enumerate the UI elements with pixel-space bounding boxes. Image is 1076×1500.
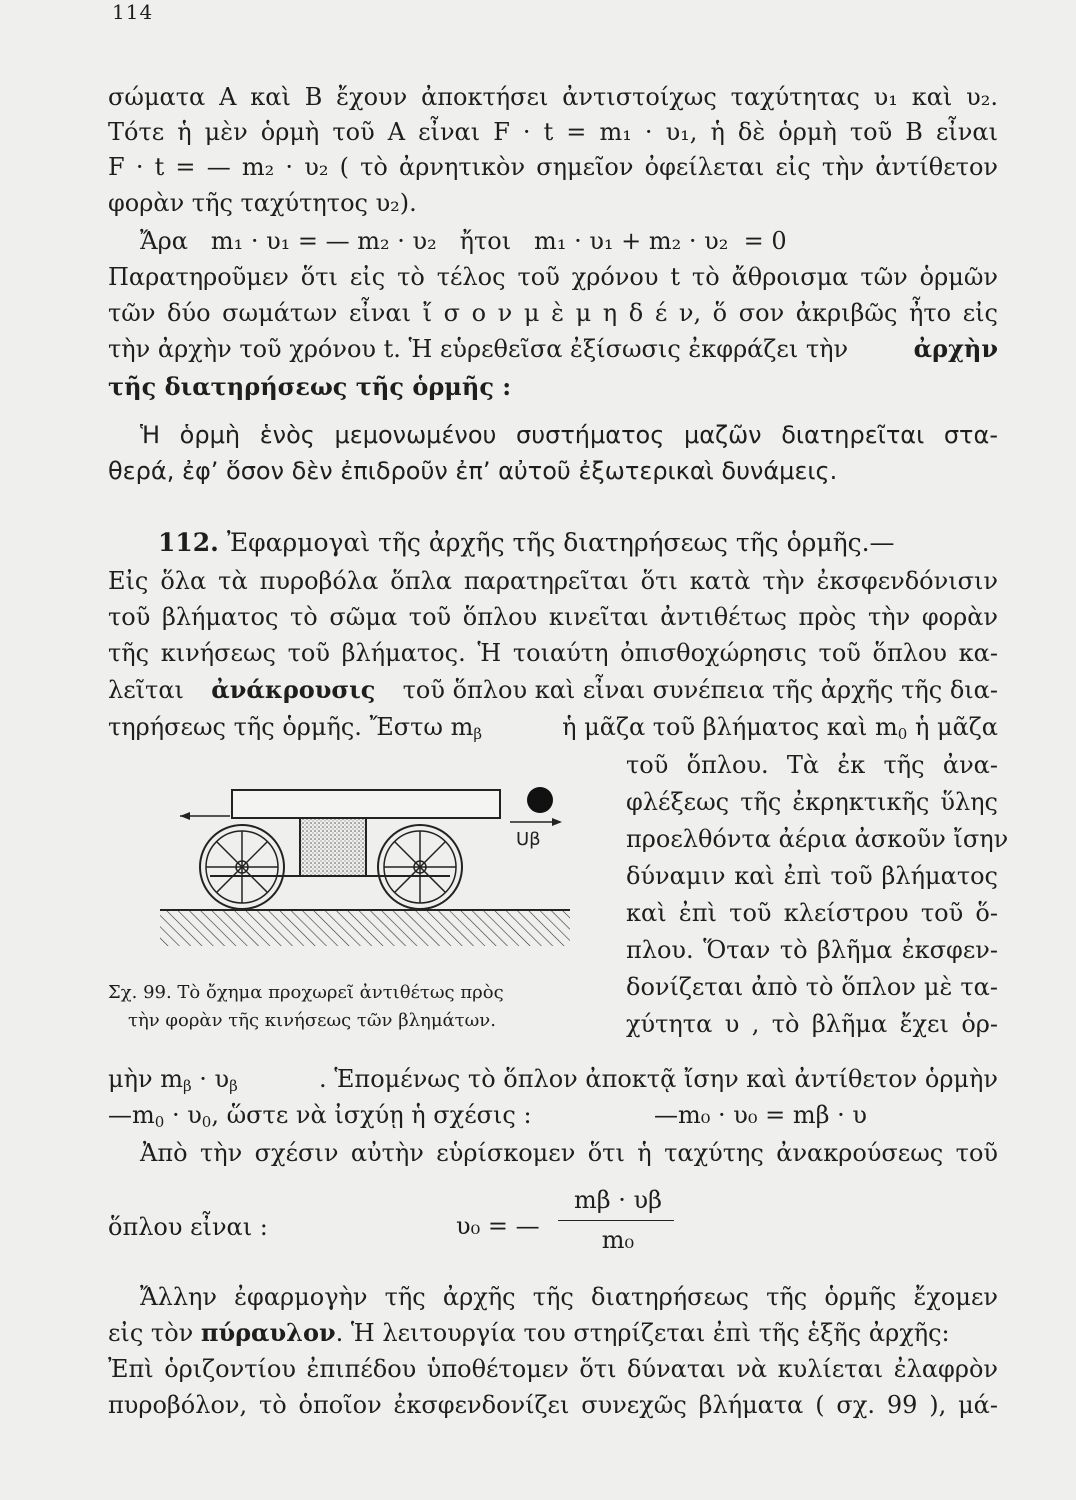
- text-span: . Ἡ λειτουργία του στηρίζεται ἐπὶ τῆς ἑξῆς ἀρχῆς:: [335, 1319, 950, 1347]
- text-span: ἡ μᾶζα τοῦ βλήματος καὶ m: [562, 713, 898, 741]
- cart-diagram: [150, 770, 590, 970]
- cart-figure: [150, 770, 590, 974]
- side-text-line: τοῦ ὅπλου. Τὰ ἐκ τῆς ἀνα-: [626, 751, 998, 779]
- text-line: [108, 1064, 998, 1101]
- formula-numerator: mβ · υβ: [574, 1186, 662, 1214]
- text-line: τῆς κινήσεως τοῦ βλήματος. Ἡ τοιαύτη ὀπισθοχώρησις τοῦ ὅπλου κα-: [108, 639, 998, 667]
- text-span: —m: [108, 1101, 155, 1129]
- fraction-bar: [558, 1220, 674, 1221]
- formula-denominator: m₀: [601, 1226, 635, 1254]
- velocity-label: Uβ: [516, 829, 541, 850]
- side-text-line: πλου. Ὅταν τὸ βλῆμα ἐκσφεν-: [626, 936, 998, 964]
- page-number: 114: [112, 0, 154, 24]
- text-span: , ὥστε νὰ ἰσχύῃ ἡ σχέσις :: [211, 1101, 532, 1129]
- right-wheel: [378, 825, 462, 909]
- figure-caption: τὴν φορὰν τῆς κινήσεως τῶν βλημάτων.: [128, 1010, 496, 1031]
- gun-barrel: [232, 790, 500, 818]
- principle-statement: θερά, ἐφ’ ὅσον δὲν ἐπιδροῦν ἐπ’ αὐτοῦ ἐξωτερικαὶ δυνάμεις.: [108, 457, 838, 485]
- text-line: τοῦ βλήματος τὸ σῶμα τοῦ ὅπλου κινεῖται ἀντιθέτως πρὸς τὴν φορὰν: [108, 603, 998, 631]
- subscript: 0: [154, 1113, 165, 1131]
- text-span: εἰς τὸν: [108, 1319, 194, 1347]
- subscript: β: [473, 725, 483, 743]
- subscript: β: [182, 1077, 192, 1095]
- text-line: [108, 675, 998, 705]
- section-number: 112.: [158, 528, 219, 557]
- text-line: Παρατηροῦμεν ὅτι εἰς τὸ τέλος τοῦ χρόνου t τὸ ἄθροισμα τῶν ὁρμῶν: [108, 263, 998, 291]
- recoil-arrowhead: [180, 812, 190, 820]
- velocity-arrowhead: [552, 818, 562, 826]
- text-line: F · t = — m₂ · υ₂ ( τὸ ἀρνητικὸν σημεῖον ὀφείλεται εἰς τὴν ἀντίθετον: [108, 153, 998, 181]
- text-span: τὴν ἀρχὴν τοῦ χρόνου t. Ἡ εὑρεθεῖσα ἐξίσωσις ἐκφράζει τὴν: [108, 335, 849, 363]
- text-span: . Ἑπομένως τὸ ὅπλον ἀποκτᾷ ἴσην καὶ ἀντίθετον ὁρμὴν: [318, 1065, 998, 1093]
- text-line: πυροβόλον, τὸ ὁποῖον ἐκσφενδονίζει συνεχῶς βλήματα ( σχ. 99 ), μά-: [108, 1391, 998, 1419]
- bold-term: ἀρχὴν: [913, 334, 998, 363]
- text-span: τοῦ ὅπλου καὶ εἶναι συνέπεια τῆς ἀρχῆς τῆς δια-: [402, 676, 998, 704]
- text-line: Εἰς ὅλα τὰ πυροβόλα ὅπλα παρατηρεῖται ὅτι κατὰ τὴν ἐκσφενδόνισιν: [108, 567, 998, 595]
- side-text-line: δύναμιν καὶ ἐπὶ τοῦ βλήματος: [626, 862, 998, 890]
- side-text-line: προελθόντα ἀέρια ἀσκοῦν ἴσην: [626, 825, 1009, 853]
- subscript: 0: [897, 725, 908, 743]
- side-text-line: χύτητα υ , τὸ βλῆμα ἔχει ὁρ-: [626, 1010, 998, 1038]
- text-span: · υ: [164, 1101, 202, 1129]
- text-span: τηρήσεως τῆς ὁρμῆς. Ἔστω m: [108, 713, 474, 741]
- text-span: [108, 1318, 950, 1348]
- side-text-line: δονίζεται ἀπὸ τὸ ὅπλον μὲ τα-: [626, 973, 998, 1001]
- text-span: [562, 712, 998, 749]
- side-text-line: φλέξεως τῆς ἐκρηκτικῆς ὕλης: [626, 788, 998, 816]
- principle-statement: Ἡ ὁρμὴ ἑνὸς μεμονωμένου συστήματος μαζῶν διατηρεῖται στα-: [140, 421, 998, 449]
- text-line: ὅπλου εἶναι :: [108, 1213, 268, 1241]
- equation-line: Ἄρα m₁ · υ₁ = — m₂ · υ₂ ἤτοι m₁ · υ₁ + m₂ · υ₂ = 0: [140, 227, 787, 255]
- section-heading: [158, 528, 895, 558]
- subscript: β: [229, 1077, 238, 1095]
- text-line: τῶν δύο σωμάτων εἶναι ἴ σ ο ν μ ὲ μ η δ έ ν, ὅ σον ἀκριβῶς ἦτο εἰς: [108, 299, 998, 327]
- bold-term: ἀνάκρουσις: [211, 675, 376, 704]
- text-line: Ἄλλην ἐφαρμογὴν τῆς ἀρχῆς τῆς διατηρήσεως τῆς ὁρμῆς ἔχομεν: [140, 1283, 998, 1311]
- left-wheel: [200, 825, 284, 909]
- text-line: [108, 1100, 532, 1137]
- ground-hatch: [160, 911, 570, 946]
- text-span: ἡ μᾶζα: [907, 713, 998, 741]
- text-line: σώματα Α καὶ Β ἔχουν ἀποκτήσει ἀντιστοίχως ταχύτητας υ₁ καὶ υ₂.: [108, 83, 998, 111]
- bold-term: πύραυλον: [200, 1318, 336, 1347]
- projectile: [527, 787, 553, 813]
- text-span: [108, 712, 482, 749]
- bold-principle: τῆς διατηρήσεως τῆς ὁρμῆς :: [108, 372, 512, 401]
- section-title: Ἐφαρμογαὶ τῆς ἀρχῆς τῆς διατηρήσεως τῆς ὁρμῆς.—: [226, 528, 895, 557]
- subscript: 0: [201, 1113, 212, 1131]
- text-span: μὴν m: [108, 1065, 183, 1093]
- side-text-line: καὶ ἐπὶ τοῦ κλείστρου τοῦ ὅ-: [626, 899, 998, 927]
- text-span: λεῖται: [108, 676, 184, 704]
- text-span: · υ: [191, 1065, 230, 1093]
- text-line: [108, 334, 998, 364]
- figure-caption: Σχ. 99. Τὸ ὄχημα προχωρεῖ ἀντιθέτως πρὸς: [108, 982, 504, 1003]
- text-span: [108, 1064, 238, 1101]
- text-line: Ἀπὸ τὴν σχέσιν αὐτὴν εὑρίσκομεν ὅτι ἡ ταχύτης ἀνακρούσεως τοῦ: [140, 1139, 998, 1167]
- formula-lhs: υ₀ = —: [456, 1212, 540, 1240]
- text-line: φορὰν τῆς ταχύτητος υ₂).: [108, 189, 417, 217]
- text-line: [108, 712, 998, 749]
- text-line: Ἐπὶ ὁριζοντίου ἐπιπέδου ὑποθέτομεν ὅτι δύναται νὰ κυλίεται ἐλαφρὸν: [108, 1355, 998, 1383]
- breech-block: [300, 818, 366, 876]
- equation: —m₀ · υ₀ = mβ · υ: [654, 1101, 867, 1129]
- text-line: [108, 1318, 998, 1348]
- text-line: Τότε ἡ μὲν ὁρμὴ τοῦ Α εἶναι F · t = m₁ · υ₁, ἡ δὲ ὁρμὴ τοῦ Β εἶναι: [108, 118, 998, 146]
